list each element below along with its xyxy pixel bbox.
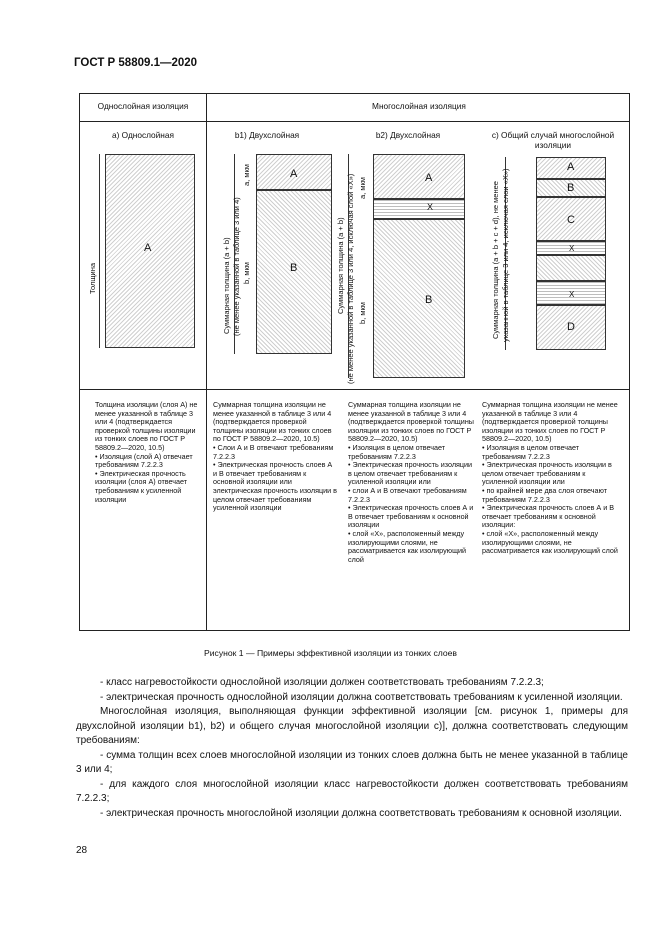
layer-b-b2	[373, 219, 465, 378]
body-text	[76, 676, 628, 821]
subtitle-b2: b2) Двухслойная	[375, 130, 441, 140]
layer-x-b2	[373, 199, 465, 219]
layer-label-a-b2: А	[425, 172, 433, 184]
description-b2: Суммарная толщина изоляции не менее указанной в таблице 3 или 4 (подтверждается проверкой толщины изоляции из тонких слоев по ГОСТ Р 58809.2—2020, 10.5) • Изоляция в целом отвечает требованиям 7.2.2.3 • Электрическая прочность изоляции в целом отвечает требованиям к усиленной изоляции или • слои А и В отвечают требованиям 7.2.2.3 • Электрическая прочность слоев А и В отвечает требованиям к основной изоляции • слой «X», расположенный между изолирующими слоями, не рассматривается как изолирующий слой	[348, 400, 474, 564]
single-layer-heading: Однослойная изоляция	[97, 101, 189, 111]
b2-total-label: Суммарная толщина (a + b)	[336, 217, 345, 314]
b1-total-label: Суммарная толщина (a + b)	[222, 237, 231, 334]
layer-label-x1-c: X	[569, 244, 575, 253]
c-total-label: Суммарная толщина (a + b + c + d), не менее	[491, 181, 500, 339]
figure-frame	[79, 93, 630, 631]
layer-label-a-c: А	[567, 161, 575, 173]
body-paragraph: - класс нагревостойкости однослойной изоляции должен соответствовать требованиям 7.2.2.3;	[100, 677, 544, 688]
body-paragraph: - для каждого слоя многослойной изоляции класс нагревостойкости должен соответствовать требованиям 7.2.2.3;	[76, 778, 628, 804]
description-b1: Суммарная толщина изоляции не менее указанной в таблице 3 или 4 (подтверждается проверкой толщины изоляции из тонких слоев по ГОСТ Р 58809.2—2020, 10.5) • Слои А и В отвечают требованиям 7.2.2.3 • Электрическая прочность слоев А и В отвечает требованиям к основной изоляции или электрическая прочность изоляции в целом отвечает требованиям усиленной изоляции	[213, 400, 337, 513]
thickness-label: Толщина	[88, 262, 97, 294]
subtitle-c: с) Общий случай многослойной изоляции	[491, 130, 615, 150]
layer-label-a-b1: А	[290, 168, 298, 180]
description-divider	[80, 389, 629, 390]
body-paragraph: Многослойная изоляция, выполняющая функции эффективной изоляции [см. рисунок 1, примеры для двухслойной изоляции b1), b2) и общего случая многослойной изоляции с)], должна соответствовать следующим требованиям:	[76, 706, 628, 746]
thickness-arrow	[99, 154, 100, 348]
layer-label-x2-c: X	[569, 290, 575, 299]
layer-label-b-c: B	[567, 182, 575, 194]
layer-label-d-c: D	[567, 321, 575, 333]
b2-total-note: (не менее указанной в таблице 3 или 4, исключая слой «X»)	[346, 173, 355, 384]
b1-total-note: (не менее указанной в таблице 3 или 4)	[232, 197, 241, 336]
b1-b-label: b, мкм	[242, 262, 251, 284]
layer-a-b2	[373, 154, 465, 199]
layer-label-c-c: C	[567, 214, 575, 226]
subtitle-a: а) Однослойная	[111, 130, 174, 140]
b2-b-label: b, мкм	[358, 302, 367, 324]
b2-a-label: a, мкм	[358, 177, 367, 199]
subtitle-b1: b1) Двухслойная	[234, 130, 300, 140]
description-a: Толщина изоляции (слоя А) не менее указанной в таблице 3 или 4 (подтверждается проверкой толщины изоляции из тонких слоев по ГОСТ Р 58809.2—2020, 10.5) • Изоляция (слой А) отвечает требованиям 7.2.2.3 • Электрическая прочность изоляции (слоя А) отвечает требованиям к усиленной изоляции	[95, 400, 198, 504]
header-divider	[80, 121, 629, 122]
layer-mid-c	[536, 255, 606, 281]
page-number: 28	[76, 845, 88, 856]
document-header: ГОСТ Р 58809.1—2020	[74, 57, 198, 69]
body-paragraph: - сумма толщин всех слоев многослойной изоляции из тонких слоев должна быть не менее указанной в таблице 3 или 4;	[76, 749, 628, 775]
b1-a-label: a, мкм	[242, 164, 251, 186]
multi-layer-heading: Многослойная изоляция	[372, 101, 466, 111]
c-total-note: указанной в таблице 3 или 4, исключая слои «X»)	[501, 168, 510, 342]
column-divider	[206, 94, 207, 630]
body-paragraph: - электрическая прочность многослойной изоляции должна соответствовать требованиям к основной изоляции.	[100, 807, 622, 819]
description-c: Суммарная толщина изоляции не менее указанной в таблице 3 или 4 (подтверждается проверкой толщины изоляции из тонких слоев по ГОСТ Р 58809.2—2020, 10.5) • Изоляция в целом отвечает требованиям 7.2.2.3 • Электрическая прочность изоляции в целом отвечает требованиям к усиленной изоляции или • по крайней мере два слоя отвечают требованиям 7.2.2.3 • Электрическая прочность слоев А и В отвечает требованиям к основной изоляции: • слой «X», расположенный между изолирующими слоями, не рассматривается как изолирующий слой	[482, 400, 618, 556]
body-paragraph: - электрическая прочность однослойной изоляции должна соответствовать требованиям к усиленной изоляции.	[100, 691, 623, 703]
layer-label-a: А	[144, 242, 152, 254]
figure-caption: Рисунок 1 — Примеры эффективной изоляции из тонких слоев	[204, 648, 457, 658]
layer-label-x-b2: X	[427, 202, 434, 212]
layer-label-b-b2: B	[425, 294, 433, 306]
layer-label-b-b1: B	[290, 262, 298, 274]
